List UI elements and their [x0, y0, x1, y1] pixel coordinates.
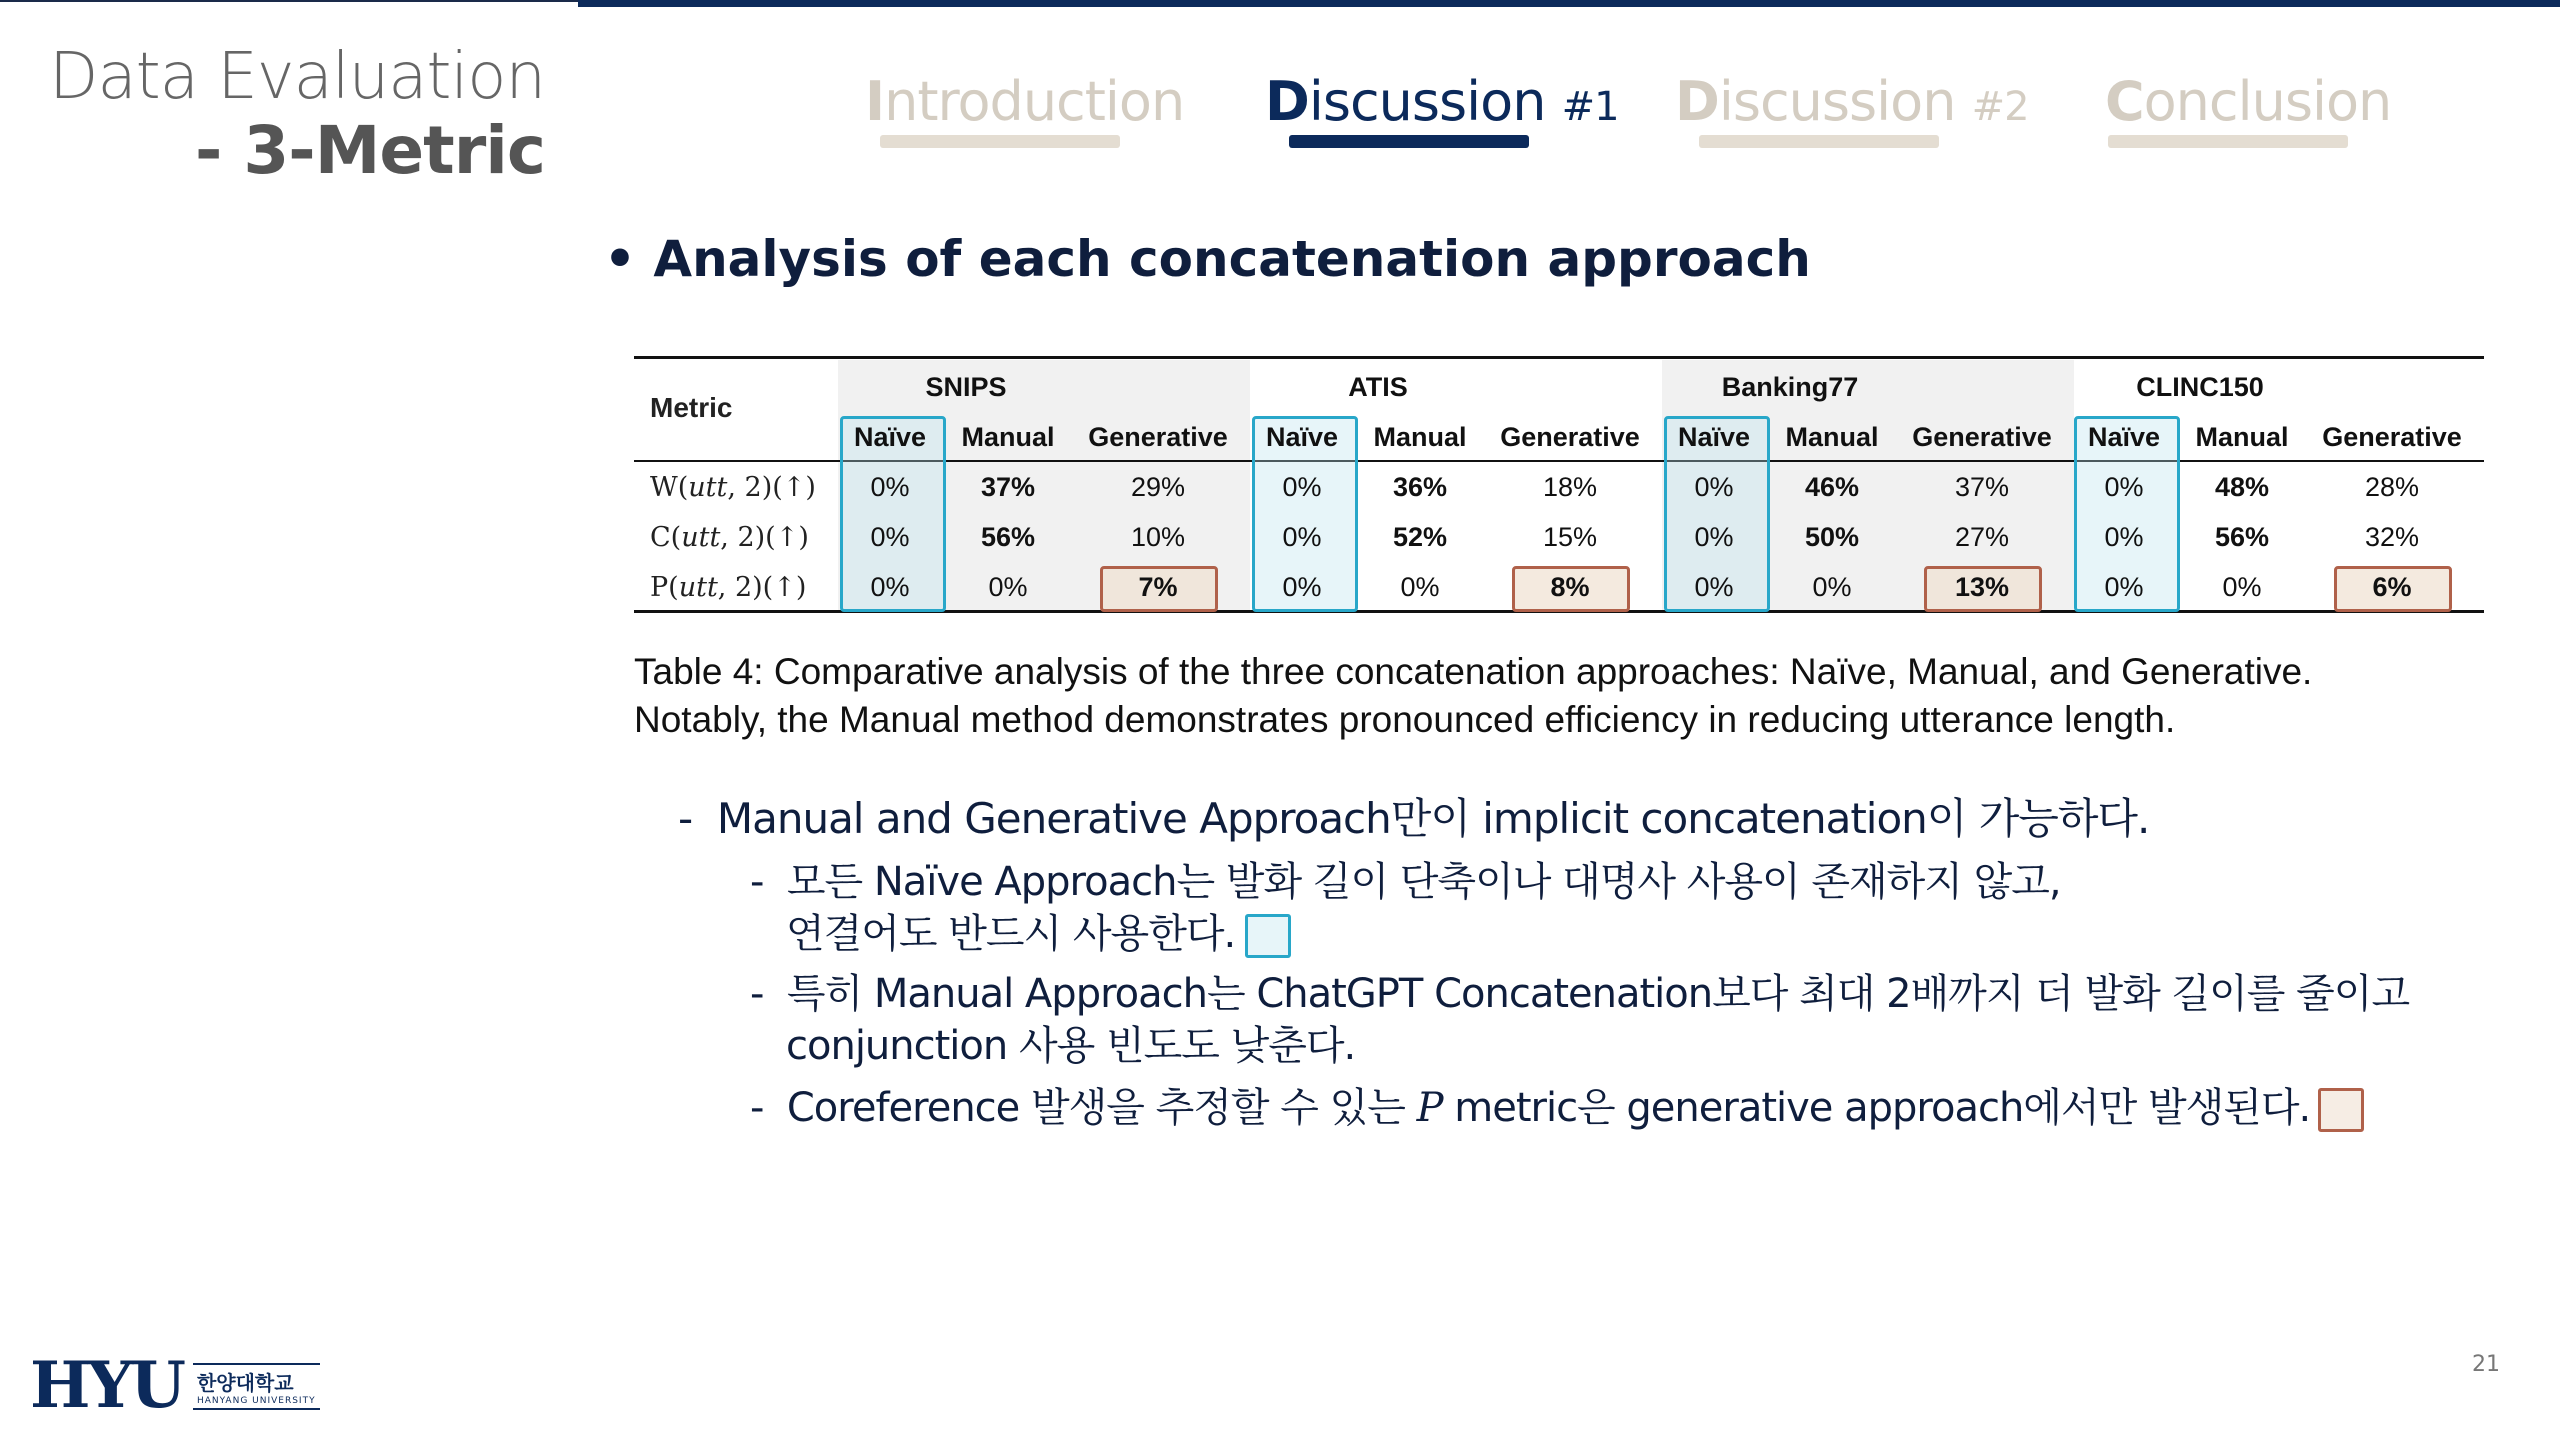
table-cell: 0% [1694, 572, 1734, 602]
logo-korean-block: 한양대학교 HANYANG UNIVERSITY [193, 1363, 320, 1410]
subcolumn-header: Generative [1500, 422, 1640, 452]
top-rule-right [578, 0, 2560, 7]
tab-label: Introduction [865, 70, 1185, 133]
table-cell: 27% [1954, 522, 2010, 552]
tab-label: Discussion #2 [1675, 70, 2029, 133]
subcolumn-header: Manual [1785, 422, 1879, 452]
table-cell: 46% [1804, 472, 1860, 502]
table-cell: 50% [1804, 522, 1860, 552]
table-cell: 10% [1130, 522, 1186, 552]
subcolumn-header: Naïve [853, 422, 927, 452]
subcolumn-header: Manual [961, 422, 1055, 452]
table-cell: 56% [980, 522, 1036, 552]
generative-legend-square [2318, 1088, 2364, 1132]
table-cell: 6% [2372, 572, 2412, 602]
table-cell: 36% [1392, 472, 1448, 502]
table-cell: 56% [2214, 522, 2270, 552]
note-item-2: - 특히 Manual Approach는 ChatGPT Concatenation보다 최대 2배까지 더 발화 길이를 줄이고 conjunction 사용 빈도도 낮춘다. [750, 971, 2410, 1069]
subcolumn-header: Manual [2195, 422, 2289, 452]
top-rule-left [0, 0, 578, 2]
tab-conclusion[interactable] [2105, 70, 2391, 150]
table-cell: 0% [1282, 522, 1322, 552]
note-main: - Manual and Generative Approach만이 implicit concatenation이 가능하다. [678, 794, 2150, 843]
subcolumn-header: Generative [1912, 422, 2052, 452]
table-cell: 13% [1954, 572, 2010, 602]
table-cell: 0% [2104, 572, 2144, 602]
logo-wordmark: HYU [30, 1348, 183, 1423]
tab-discussion-2[interactable] [1675, 70, 2029, 150]
group-header: SNIPS [925, 372, 1007, 402]
row-label-c: C(utt, 2)(↑) [650, 522, 809, 553]
table-cell: 18% [1542, 472, 1598, 502]
tab-label: Discussion #1 [1265, 70, 1619, 133]
caption-line-2: Notably, the Manual method demonstrates pronounced efficiency in reducing utterance length. [634, 699, 2176, 740]
slide-subtitle: - 3-Metric [195, 112, 545, 189]
table-cell: 15% [1542, 522, 1598, 552]
subcolumn-header: Naïve [1265, 422, 1339, 452]
table-cell: 32% [2364, 522, 2420, 552]
subcolumn-header: Naïve [1677, 422, 1751, 452]
table-cell: 0% [2104, 522, 2144, 552]
university-logo [30, 1348, 320, 1423]
table-cell: 52% [1392, 522, 1448, 552]
tab-underline [2108, 135, 2348, 148]
table-cell: 0% [1694, 472, 1734, 502]
table-cell: 0% [1400, 572, 1440, 602]
row-label-p: P(utt, 2)(↑) [650, 572, 807, 603]
table-cell: 37% [1954, 472, 2010, 502]
table-top-rule [634, 356, 2484, 359]
tab-label: Conclusion [2105, 70, 2392, 133]
table-caption [634, 648, 2494, 744]
tab-discussion-1[interactable] [1265, 70, 1619, 150]
note-item-3: - Coreference 발생을 추정할 수 있는 P metric은 generative approach에서만 발생된다. [750, 1082, 2364, 1134]
note-item-1: - 모든 Naïve Approach는 발화 길이 단축이나 대명사 사용이 존재하지 않고, 연결어도 반드시 사용한다. [750, 859, 2061, 957]
subcolumn-header: Generative [2322, 422, 2462, 452]
table-cell: 28% [2364, 472, 2420, 502]
metric-column-header: Metric [650, 392, 733, 423]
tab-introduction[interactable] [865, 70, 1184, 150]
naive-legend-square [1245, 914, 1291, 958]
table-cell: 0% [2104, 472, 2144, 502]
slide-title: Data Evaluation [49, 40, 545, 114]
subcolumn-header: Manual [1373, 422, 1467, 452]
table-cell: 37% [980, 472, 1036, 502]
row-label-w: W(utt, 2)(↑) [650, 472, 816, 503]
table-cell: 48% [2214, 472, 2270, 502]
section-heading: • Analysis of each concatenation approach [604, 230, 1811, 288]
group-header: CLINC150 [2136, 372, 2264, 402]
group-header: Banking77 [1721, 372, 1859, 402]
results-table [634, 356, 2484, 614]
subcolumn-header: Naïve [2087, 422, 2161, 452]
caption-line-1: Table 4: Comparative analysis of the three concatenation approaches: Naïve, Manual, and Generative. [634, 651, 2313, 692]
subcolumn-header: Generative [1088, 422, 1228, 452]
tab-underline [1289, 135, 1529, 148]
tab-underline [880, 135, 1120, 148]
table-cell: 0% [1694, 522, 1734, 552]
table-cell: 0% [870, 522, 910, 552]
tab-underline [1699, 135, 1939, 148]
table-cell: 8% [1550, 572, 1590, 602]
table-cell: 0% [1812, 572, 1852, 602]
table-cell: 0% [1282, 472, 1322, 502]
table-cell: 0% [2222, 572, 2262, 602]
page-number: 21 [2472, 1352, 2500, 1377]
table-cell: 29% [1130, 472, 1186, 502]
table-cell: 7% [1138, 572, 1178, 602]
table-cell: 0% [988, 572, 1028, 602]
table-cell: 0% [870, 472, 910, 502]
group-header: ATIS [1348, 372, 1408, 402]
table-cell: 0% [870, 572, 910, 602]
table-cell: 0% [1282, 572, 1322, 602]
